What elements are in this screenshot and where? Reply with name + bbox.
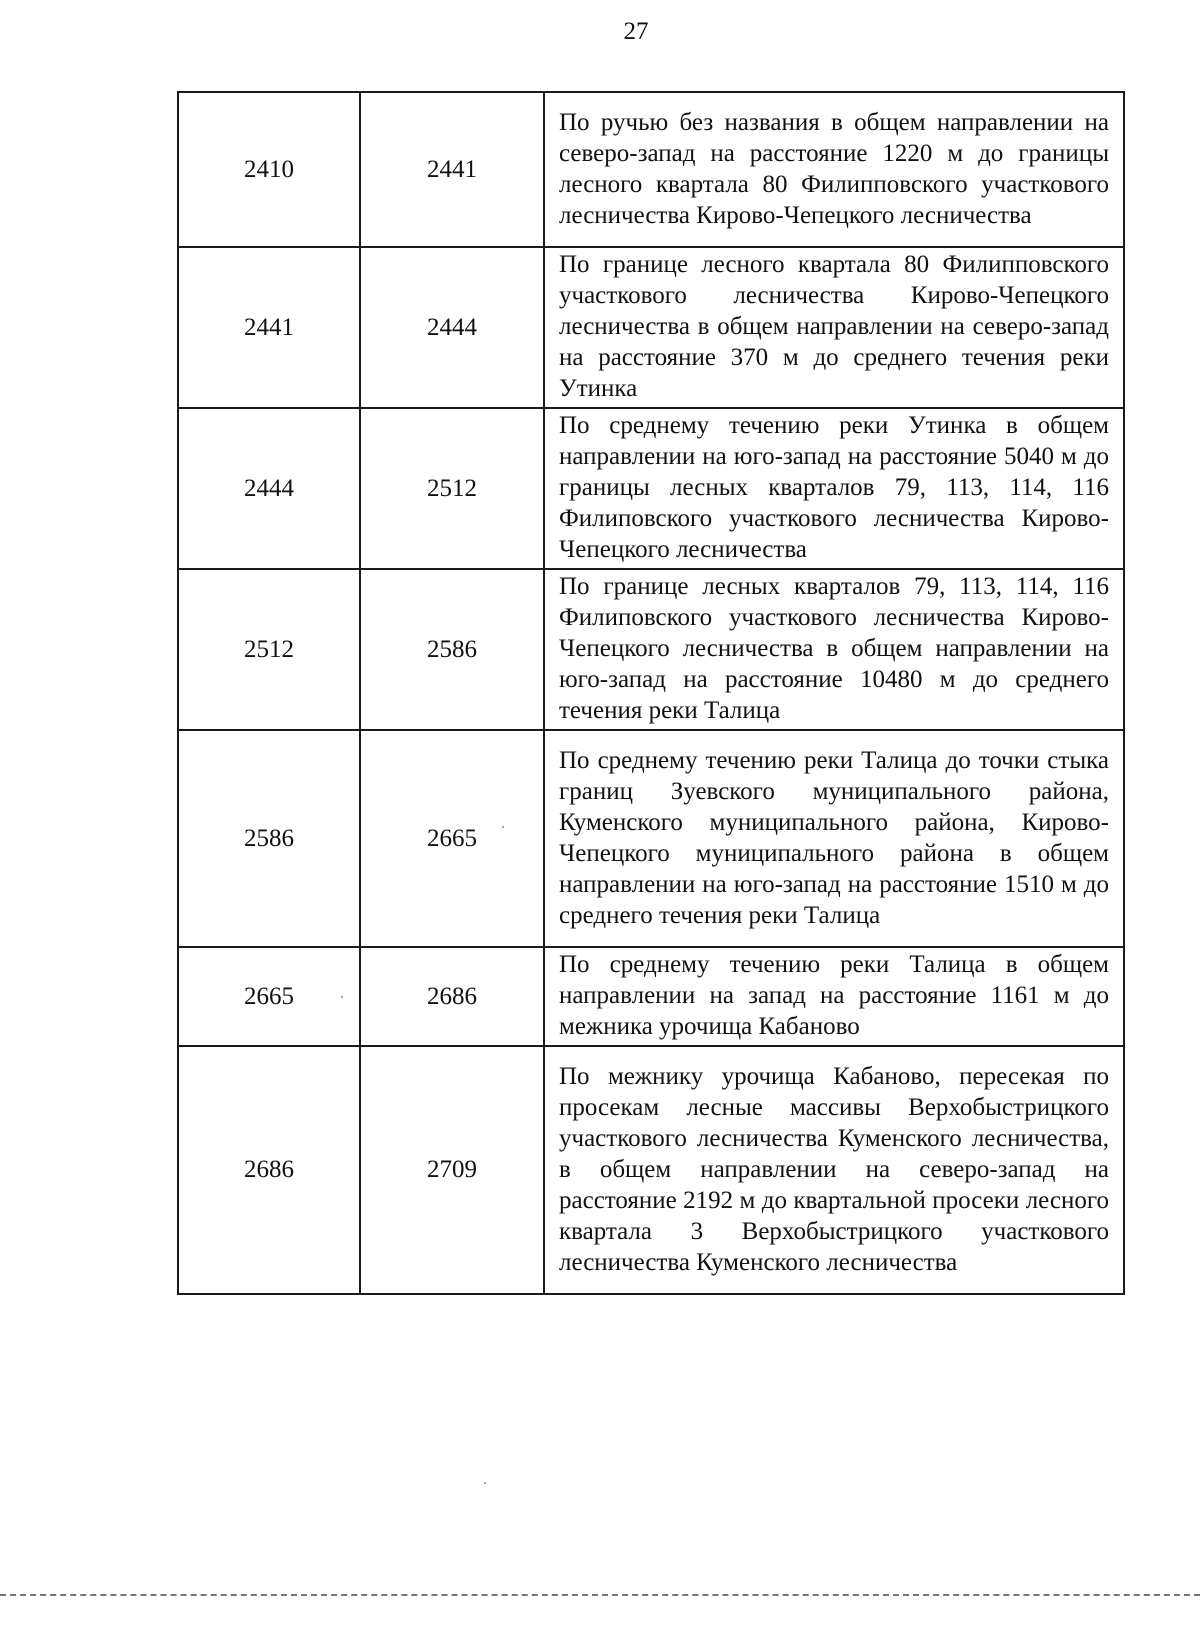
page-number: 27 xyxy=(623,18,649,45)
scan-speck xyxy=(502,826,504,828)
table-row xyxy=(178,408,1124,569)
from-point: 2410 xyxy=(178,92,360,247)
from-point: 2441 xyxy=(178,247,360,408)
scan-speck xyxy=(484,1482,486,1484)
table-row xyxy=(178,92,1124,247)
table-row xyxy=(178,1046,1124,1294)
table-row xyxy=(178,569,1124,730)
route-description: По границе лесных кварталов 79, 113, 114, 116 Филиповского участкового лесничества Кирово-Чепецкого лесничества в общем направлении на юго-запад на расстояние 10480 м до среднего течения реки Талица xyxy=(544,569,1124,730)
to-point: 2686 xyxy=(360,947,544,1046)
from-point: 2512 xyxy=(178,569,360,730)
from-point: 2665 xyxy=(178,947,360,1046)
to-point: 2586 xyxy=(360,569,544,730)
scan-edge-line xyxy=(0,1594,1200,1596)
table-row xyxy=(178,730,1124,947)
from-point: 2586 xyxy=(178,730,360,947)
to-point: 2512 xyxy=(360,408,544,569)
to-point: 2709 xyxy=(360,1046,544,1294)
from-point: 2444 xyxy=(178,408,360,569)
route-description: По границе лесного квартала 80 Филипповского участкового лесничества Кирово-Чепецкого лесничества в общем направлении на северо-запад на расстояние 370 м до среднего течения реки Утинка xyxy=(544,247,1124,408)
to-point: 2444 xyxy=(360,247,544,408)
to-point: 2665 xyxy=(360,730,544,947)
route-description: По ручью без названия в общем направлении на северо-запад на расстояние 1220 м до границы лесного квартала 80 Филипповского участкового лесничества Кирово-Чепецкого лесничества xyxy=(544,92,1124,247)
route-description: По межнику урочища Кабаново, пересекая по просекам лесные массивы Верхобыстрицкого участкового лесничества Куменского лесничества, в общем направлении на северо-запад на расстояние 2192 м до квартальной просеки лесного квартала 3 Верхобыстрицкого участкового лесничества Куменского лесничества xyxy=(544,1046,1124,1294)
boundary-table xyxy=(177,91,1125,1295)
route-description: По среднему течению реки Талица до точки стыка границ Зуевского муниципального района, Куменского муниципального района, Кирово-Чепецкого муниципального района в общем направлении на юго-запад на расстояние 1510 м до среднего течения реки Талица xyxy=(544,730,1124,947)
scan-speck xyxy=(341,996,343,998)
table-row xyxy=(178,947,1124,1046)
table-row xyxy=(178,247,1124,408)
from-point: 2686 xyxy=(178,1046,360,1294)
route-description: По среднему течению реки Талица в общем направлении на запад на расстояние 1161 м до межника урочища Кабаново xyxy=(544,947,1124,1046)
route-description: По среднему течению реки Утинка в общем направлении на юго-запад на расстояние 5040 м до границы лесных кварталов 79, 113, 114, 116 Филиповского участкового лесничества Кирово-Чепецкого лесничества xyxy=(544,408,1124,569)
to-point: 2441 xyxy=(360,92,544,247)
